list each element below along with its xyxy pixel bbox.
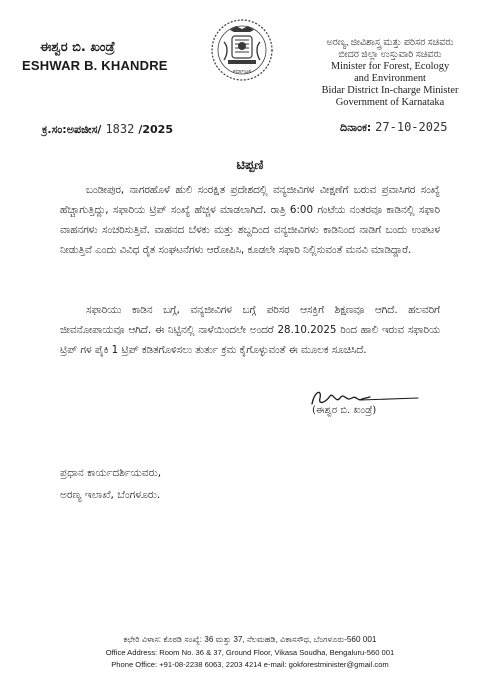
reference-number-value: 1832: [105, 122, 135, 136]
designation-english-4: Government of Karnataka: [335, 97, 445, 108]
minister-name-kannada: ಈಶ್ವರ ಬಿ. ಖಂಡ್ರೆ: [40, 40, 115, 55]
footer-office-address: Office Address: Room No. 36 & 37, Ground Floor, Vikasa Soudha, Bengaluru-560 001: [105, 648, 395, 657]
reference-year: /2025: [138, 123, 173, 136]
addressee-line-1: ಪ್ರಧಾನ ಕಾರ್ಯದರ್ಶಿಯವರು,: [60, 467, 162, 479]
addressee-line-2: ಅರಣ್ಯ ಇಲಾಖೆ, ಬೆಂಗಳೂರು.: [60, 489, 161, 501]
document-title: ಟಿಪ್ಪಣಿ: [236, 158, 264, 173]
date-value: 27-10-2025: [375, 120, 448, 134]
footer-phone-email: Phone Office: +91-08-2238 6063, 2203 4214 e-mail: gokforestminister@gmail.com: [111, 660, 389, 669]
body-paragraph-1: ಬಂಡೀಪುರ, ನಾಗರಹೊಳೆ ಹುಲಿ ಸಂರಕ್ಷಿತ ಪ್ರದೇಶದಲ್ಲಿ ವನ್ಯಜೀವಿಗಳ ವೀಕ್ಷಣೆಗೆ ಬರುವ ಪ್ರವಾಸಿಗರ ಸಂಖ್ಯೆ ಹೆಚ್ಚಾಗುತ್ತಿದ್ದು, ಸಫಾರಿಯ ಟ್ರಿಪ್ ಸಂಖ್ಯೆ ಹೆಚ್ಚಳ ಮಾಡಲಾಗಿದೆ. ರಾತ್ರಿ 6:00 ಗಂಟೆಯ ನಂತರವೂ ಕಾಡಿನಲ್ಲಿ ಸಫಾರಿ ವಾಹನಗಳು ಸಂಚರಿಸುತ್ತಿವೆ. ವಾಹನದ ಬೆಳಕು ಮತ್ತು ಶಬ್ದದಿಂದ ವನ್ಯಜೀವಿಗಳು ಕಾಡಿನಿಂದ ನಾಡಿಗೆ ಬಂದು ಉಪಟಳ ನೀಡುತ್ತಿವೆ ಎಂದು ವಿವಿಧ ರೈತ ಸಂಘಟನೆಗಳು ಆರೋಪಿಸಿ, ಕೂಡಲೇ ಸಫಾರಿ ನಿಲ್ಲಿಸುವಂತೆ ಮನವಿ ಮಾಡಿದ್ದಾರೆ.: [60, 184, 440, 256]
body-paragraph-2: ಸಫಾರಿಯು ಕಾಡಿನ ಬಗ್ಗೆ, ವನ್ಯಜೀವಿಗಳ ಬಗ್ಗೆ ಪರಿಸರ ಆಸಕ್ತಿಗೆ ಶಿಕ್ಷಣವೂ ಆಗಿದೆ. ಹಲವರಿಗೆ ಜೀವನೋಪಾಯವೂ ಆಗಿದೆ. ಈ ನಿಟ್ಟಿನಲ್ಲಿ ನಾಳೆಯಿಂದಲೇ ಅಂದರೆ 28.10.2025 ರಿಂದ ಹಾಲಿ ಇರುವ ಸಫಾರಿಯ ಟ್ರಿಪ್ ಗಳ ಪೈಕಿ 1 ಟ್ರಿಪ್ ಕಡಿತಗೊಳಿಸಲು ತುರ್ತು ಕ್ರಮ ಕೈಗೊಳ್ಳುವಂತೆ ಈ ಮೂಲಕ ಸೂಚಿಸಿದೆ.: [60, 304, 440, 356]
designation-block: [292, 37, 488, 109]
date: [340, 120, 447, 135]
reference-label: ಕ್ರ.ಸಂ:ಅಪಜೀಸ/: [42, 123, 102, 136]
minister-name-english: ESHWAR B. KHANDRE: [22, 58, 168, 73]
footer-address-kannada: ಕಛೇರಿ ವಿಳಾಸ: ಕೊಠಡಿ ಸಂಖ್ಯೆ: 36 ಮತ್ತು 37, ನೆಲಮಹಡಿ, ವಿಕಾಸಸೌಧ, ಬೆಂಗಳೂರು-560 001: [123, 635, 377, 644]
signature-caption: (ಈಶ್ವರ ಬಿ. ಖಂಡ್ರೆ): [312, 405, 377, 416]
designation-english-1: Minister for Forest, Ecology: [330, 61, 450, 72]
karnataka-state-emblem-icon: [210, 18, 274, 82]
designation-kannada-2: ಬೀದರ ಜಿಲ್ಲಾ ಉಸ್ತುವಾರಿ ಸಚಿವರು: [338, 49, 442, 60]
designation-english-2: and Environment: [354, 73, 426, 84]
designation-english-3: Bidar District In-charge Minister: [321, 85, 459, 96]
reference-number: [42, 122, 173, 137]
designation-kannada-1: ಅರಣ್ಯ, ಜೀವಿಶಾಸ್ತ್ರ ಮತ್ತು ಪರಿಸರ ಸಚಿವರು: [326, 37, 454, 48]
emblem-text: ಕರ್ನಾಟಕ: [233, 68, 251, 75]
date-label: ದಿನಾಂಕ:: [340, 121, 372, 134]
